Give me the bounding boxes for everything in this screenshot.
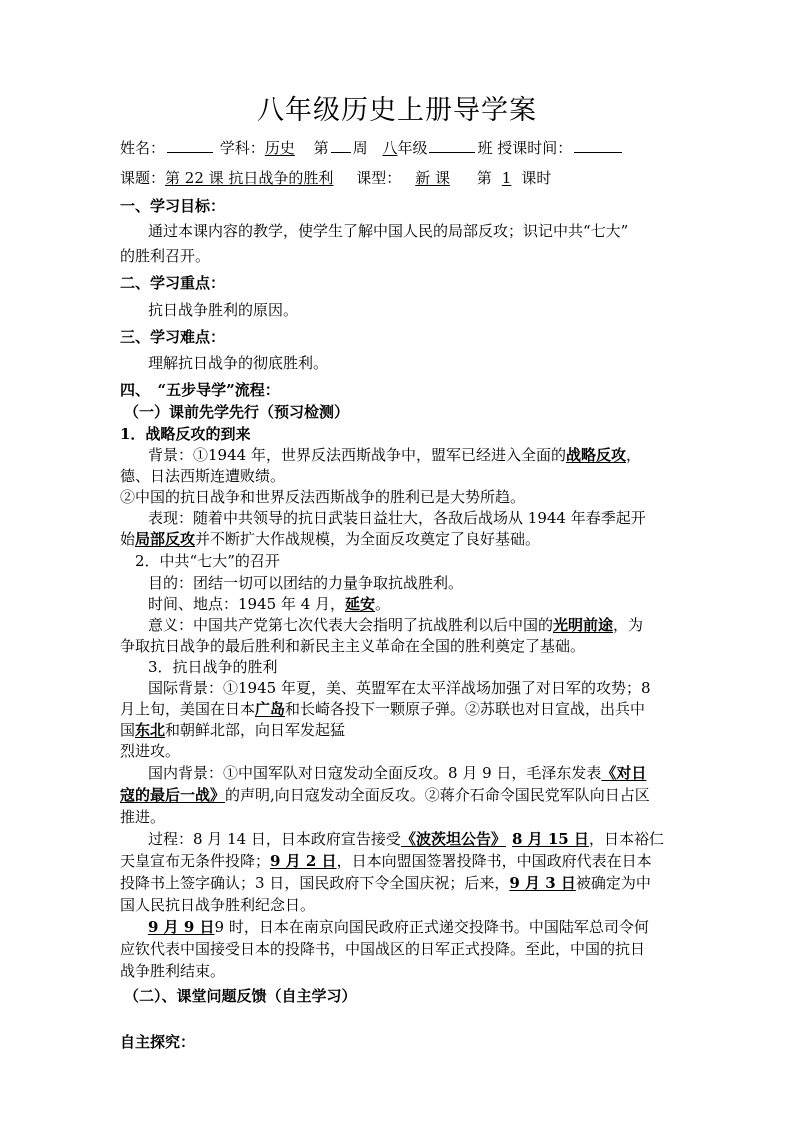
text-run: 的声明,向日寇发动全面反攻。②蒋介石命令国民党军队向日占区 xyxy=(225,786,650,804)
keyword-strategic-counteroffensive: 战略反攻 xyxy=(565,446,626,464)
international-background-line-4: 烈进攻。 xyxy=(120,742,181,760)
text-run: 国内背景：①中国军队对日寇发动全面反攻。8 月 9 日，毛泽东发表 xyxy=(148,764,602,782)
congress-significance-line-1 xyxy=(148,615,794,635)
international-background-line-1: 国际背景：①1945 年夏，美、英盟军在太平洋战场加强了对日军的攻势；8 xyxy=(148,679,651,697)
keyword-bright-future: 光明前途 xyxy=(553,616,614,634)
text-run: ，为 xyxy=(613,616,644,634)
counteroffensive-manifestation-line-1: 表现：随着中共领导的抗日武装日益壮大，各敌后战场从 1944 年春季起开 xyxy=(148,509,646,527)
time-blank xyxy=(574,137,622,153)
section-heading-difficulty: 三、学习难点： xyxy=(120,328,226,346)
text-run: 始 xyxy=(120,530,136,548)
text-run: 天皇宣布无条件投降； xyxy=(120,852,271,870)
difficulty-text: 理解抗日战争的彻底胜利。 xyxy=(148,354,329,372)
name-blank xyxy=(167,137,213,153)
international-background-line-2 xyxy=(120,699,794,719)
name-label: 姓名： xyxy=(120,139,166,157)
victory-process-line-4: 国人民抗日战争胜利纪念日。 xyxy=(120,896,316,914)
keypoints-text: 抗日战争胜利的原因。 xyxy=(148,301,299,319)
congress-significance-line-2: 争取抗日战争的最后胜利和新民主主义革命在全国的胜利奠定了基础。 xyxy=(120,637,586,655)
goals-text-line-1: 通过本课内容的教学，使学生了解中国人民的局部反攻；识记中共“七大” xyxy=(148,222,629,240)
keyword-yanan: 延安 xyxy=(345,595,376,613)
counteroffensive-background-line-1 xyxy=(148,445,794,465)
time-label: 授课时间： xyxy=(497,139,573,157)
victory-process-line-1 xyxy=(148,829,794,849)
section-heading-process: 四、 “五步导学”流程： xyxy=(120,381,280,399)
text-run: ，日本向盟国签署投降书，中国政府代表在日本 xyxy=(336,852,652,870)
text-run: 国 xyxy=(120,721,136,739)
text-run: 背景：①1944 年，世界反法西斯战争中，盟军已经进入全面的 xyxy=(148,446,566,464)
subsection-heading-preview: （一）课前先学先行（预习检测） xyxy=(124,403,350,421)
victory-process-line-3 xyxy=(120,873,794,893)
text-run: 过程：8 月 14 日，日本政府宣告接受 xyxy=(148,830,401,848)
period-prefix: 第 xyxy=(476,169,492,187)
counteroffensive-manifestation-line-2 xyxy=(120,529,794,549)
text-run: 和朝鲜北部，向日军发起猛 xyxy=(165,721,346,739)
point-heading-counteroffensive: 1．战略反攻的到来 xyxy=(120,425,251,443)
keyword-partial-counteroffensive: 局部反攻 xyxy=(135,530,196,548)
surrender-line-2: 应钦代表中国接受日本的投降书，中国战区的日军正式投降。至此，中国的抗日 xyxy=(120,940,646,958)
text-run: 被确定为中 xyxy=(575,874,651,892)
text-run: 月上旬，美国在日本 xyxy=(120,700,256,718)
subject-label: 学科： xyxy=(219,139,265,157)
domestic-background-line-2 xyxy=(120,785,794,805)
surrender-line-3: 战争胜利结束。 xyxy=(120,962,226,980)
header-topic-row xyxy=(120,168,794,188)
keyword-aug-15: 8 月 15 日 xyxy=(511,830,589,848)
grade-value: 八 xyxy=(382,139,398,157)
keyword-hiroshima: 广岛 xyxy=(255,700,286,718)
section-heading-goals: 一、学习目标： xyxy=(120,197,226,215)
subject-value: 历史 xyxy=(264,139,295,157)
keyword-sep-2: 9 月 2 日 xyxy=(270,852,337,870)
section-heading-keypoints: 二、学习重点： xyxy=(120,274,226,292)
week-suffix: 周 xyxy=(352,139,368,157)
keyword-potsdam: 《波茨坦公告》 xyxy=(400,830,506,848)
text-run: 。 xyxy=(375,595,391,613)
domestic-background-line-1 xyxy=(148,763,794,783)
period-suffix: 课时 xyxy=(521,169,552,187)
type-label: 课型： xyxy=(356,169,402,187)
class-label: 班 xyxy=(477,139,493,157)
keyword-sep-9: 9 月 9 日 xyxy=(148,918,215,936)
text-run: 投降书上签字确认；3 日，国民政府下令全国庆祝；后来， xyxy=(120,874,510,892)
point-heading-victory: 3．抗日战争的胜利 xyxy=(148,658,278,676)
point-heading-seventh-congress: 2．中共“七大”的召开 xyxy=(135,552,280,570)
page-title: 八年级历史上册导学案 xyxy=(257,95,537,126)
counteroffensive-background-line-3: ②中国的抗日战争和世界反法西斯战争的胜利已是大势所趋。 xyxy=(120,488,526,506)
subsection-heading-feedback: （二）、课堂问题反馈（自主学习） xyxy=(124,987,357,1005)
self-study-heading: 自主探究： xyxy=(120,1033,196,1051)
keyword-sep-3: 9 月 3 日 xyxy=(509,874,576,892)
type-value: 新 课 xyxy=(415,169,450,187)
header-info-row xyxy=(120,137,794,158)
text-run: 并不断扩大作战规模，为全面反攻奠定了良好基础。 xyxy=(195,530,541,548)
goals-text-line-2: 的胜利召开。 xyxy=(120,247,211,265)
text-run: ， xyxy=(625,446,641,464)
keyword-northeast: 东北 xyxy=(135,721,166,739)
text-run: ，日本裕仁 xyxy=(588,830,664,848)
congress-aim: 目的：团结一切可以团结的力量争取抗战胜利。 xyxy=(148,574,464,592)
topic-label: 课题： xyxy=(120,169,166,187)
week-blank xyxy=(331,137,351,153)
grade-suffix: 年级 xyxy=(397,139,428,157)
keyword-final-battle-part-2: 寇的最后一战》 xyxy=(120,786,226,804)
week-prefix: 第 xyxy=(313,139,329,157)
period-value: 1 xyxy=(501,169,512,187)
topic-value: 第 22 课 抗日战争的胜利 xyxy=(165,169,334,187)
text-run: 时间、地点：1945 年 4 月， xyxy=(148,595,346,613)
text-run: 和长崎各投下一颗原子弹。②苏联也对日宣战，出兵中 xyxy=(285,700,646,718)
text-run: 9 时，日本在南京向国民政府正式递交投降书。中国陆军总司令何 xyxy=(214,918,649,936)
keyword-final-battle-part-1: 《对日 xyxy=(601,764,647,782)
congress-time-place xyxy=(148,594,794,614)
text-run: 意义：中国共产党第七次代表大会指明了抗战胜利以后中国的 xyxy=(148,616,554,634)
victory-process-line-2 xyxy=(120,851,794,871)
international-background-line-3 xyxy=(120,720,794,740)
surrender-line-1 xyxy=(148,917,794,937)
counteroffensive-background-line-2: 德、日法西斯连遭败绩。 xyxy=(120,467,286,485)
class-blank xyxy=(429,137,475,153)
domestic-background-line-3: 推进。 xyxy=(120,808,166,826)
